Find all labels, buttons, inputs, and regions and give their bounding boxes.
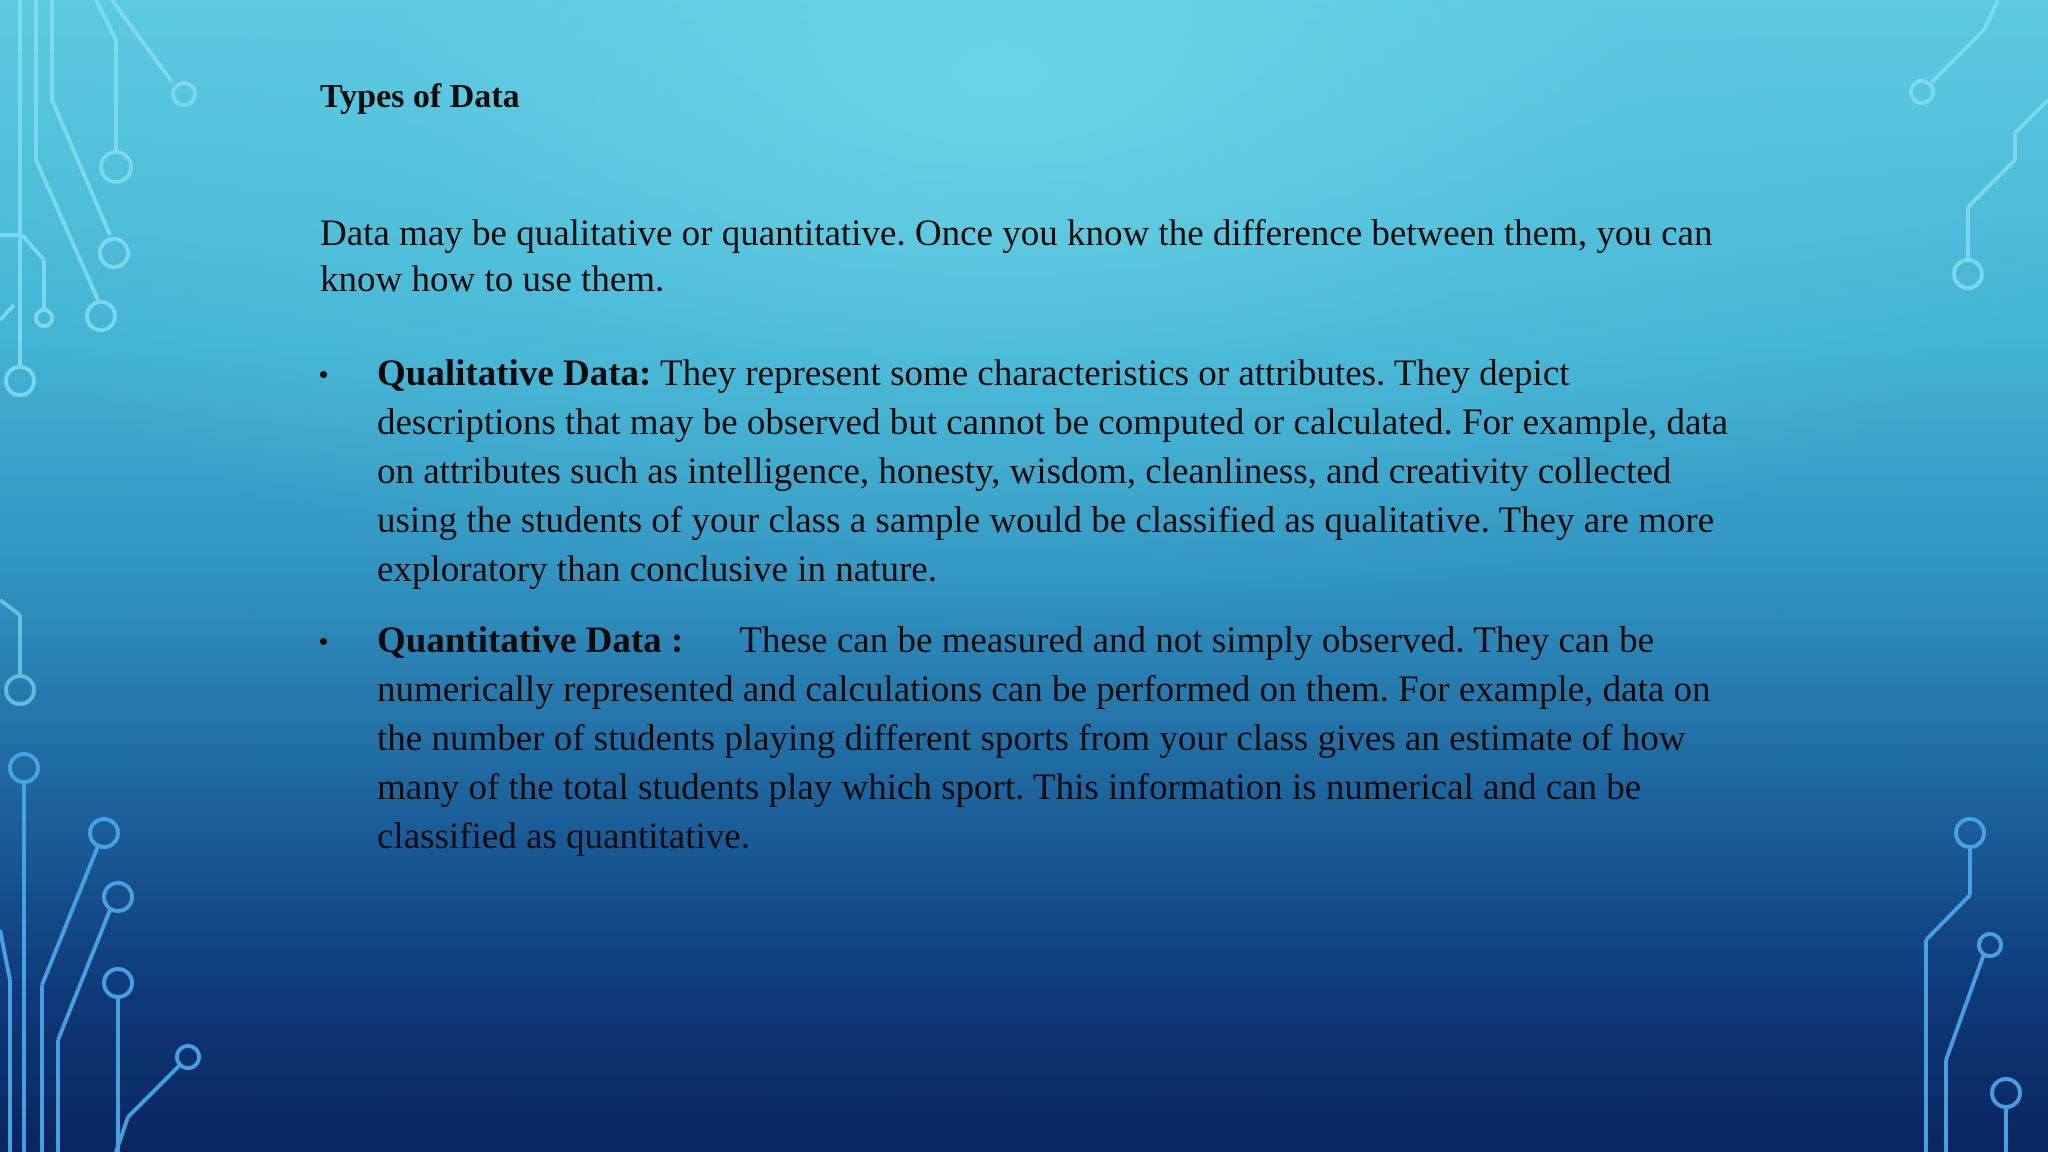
list-item-quantitative: [320, 616, 1740, 861]
term-label: Quantitative Data :: [377, 620, 684, 661]
slide-title: Types of Data: [320, 78, 520, 115]
bullet-icon: [320, 371, 327, 378]
bullet-list: [320, 349, 1740, 883]
list-item-qualitative: [320, 349, 1740, 594]
intro-paragraph: Data may be qualitative or quantitative. Once you know the difference between them, you can know how to use them.: [320, 213, 1713, 300]
bullet-icon: [320, 638, 327, 645]
term-description: They represent some characteristics or attributes. They depict descriptions that may be observed but cannot be computed or calculated. For example, data on attributes such as intelligence, honesty, wisdom, cleanliness, and creativity collected using the students of your class a sample would be classified as qualitative. They are more exploratory than conclusive in nature.: [377, 353, 1729, 590]
term-label: Qualitative Data:: [377, 353, 652, 394]
term-description: These can be measured and not simply observed. They can be numerically represented and calculations can be performed on them. For example, data on the number of students playing different sports from your class gives an estimate of how many of the total students play which sport. This information is numerical and can be classified as quantitative.: [377, 620, 1711, 857]
